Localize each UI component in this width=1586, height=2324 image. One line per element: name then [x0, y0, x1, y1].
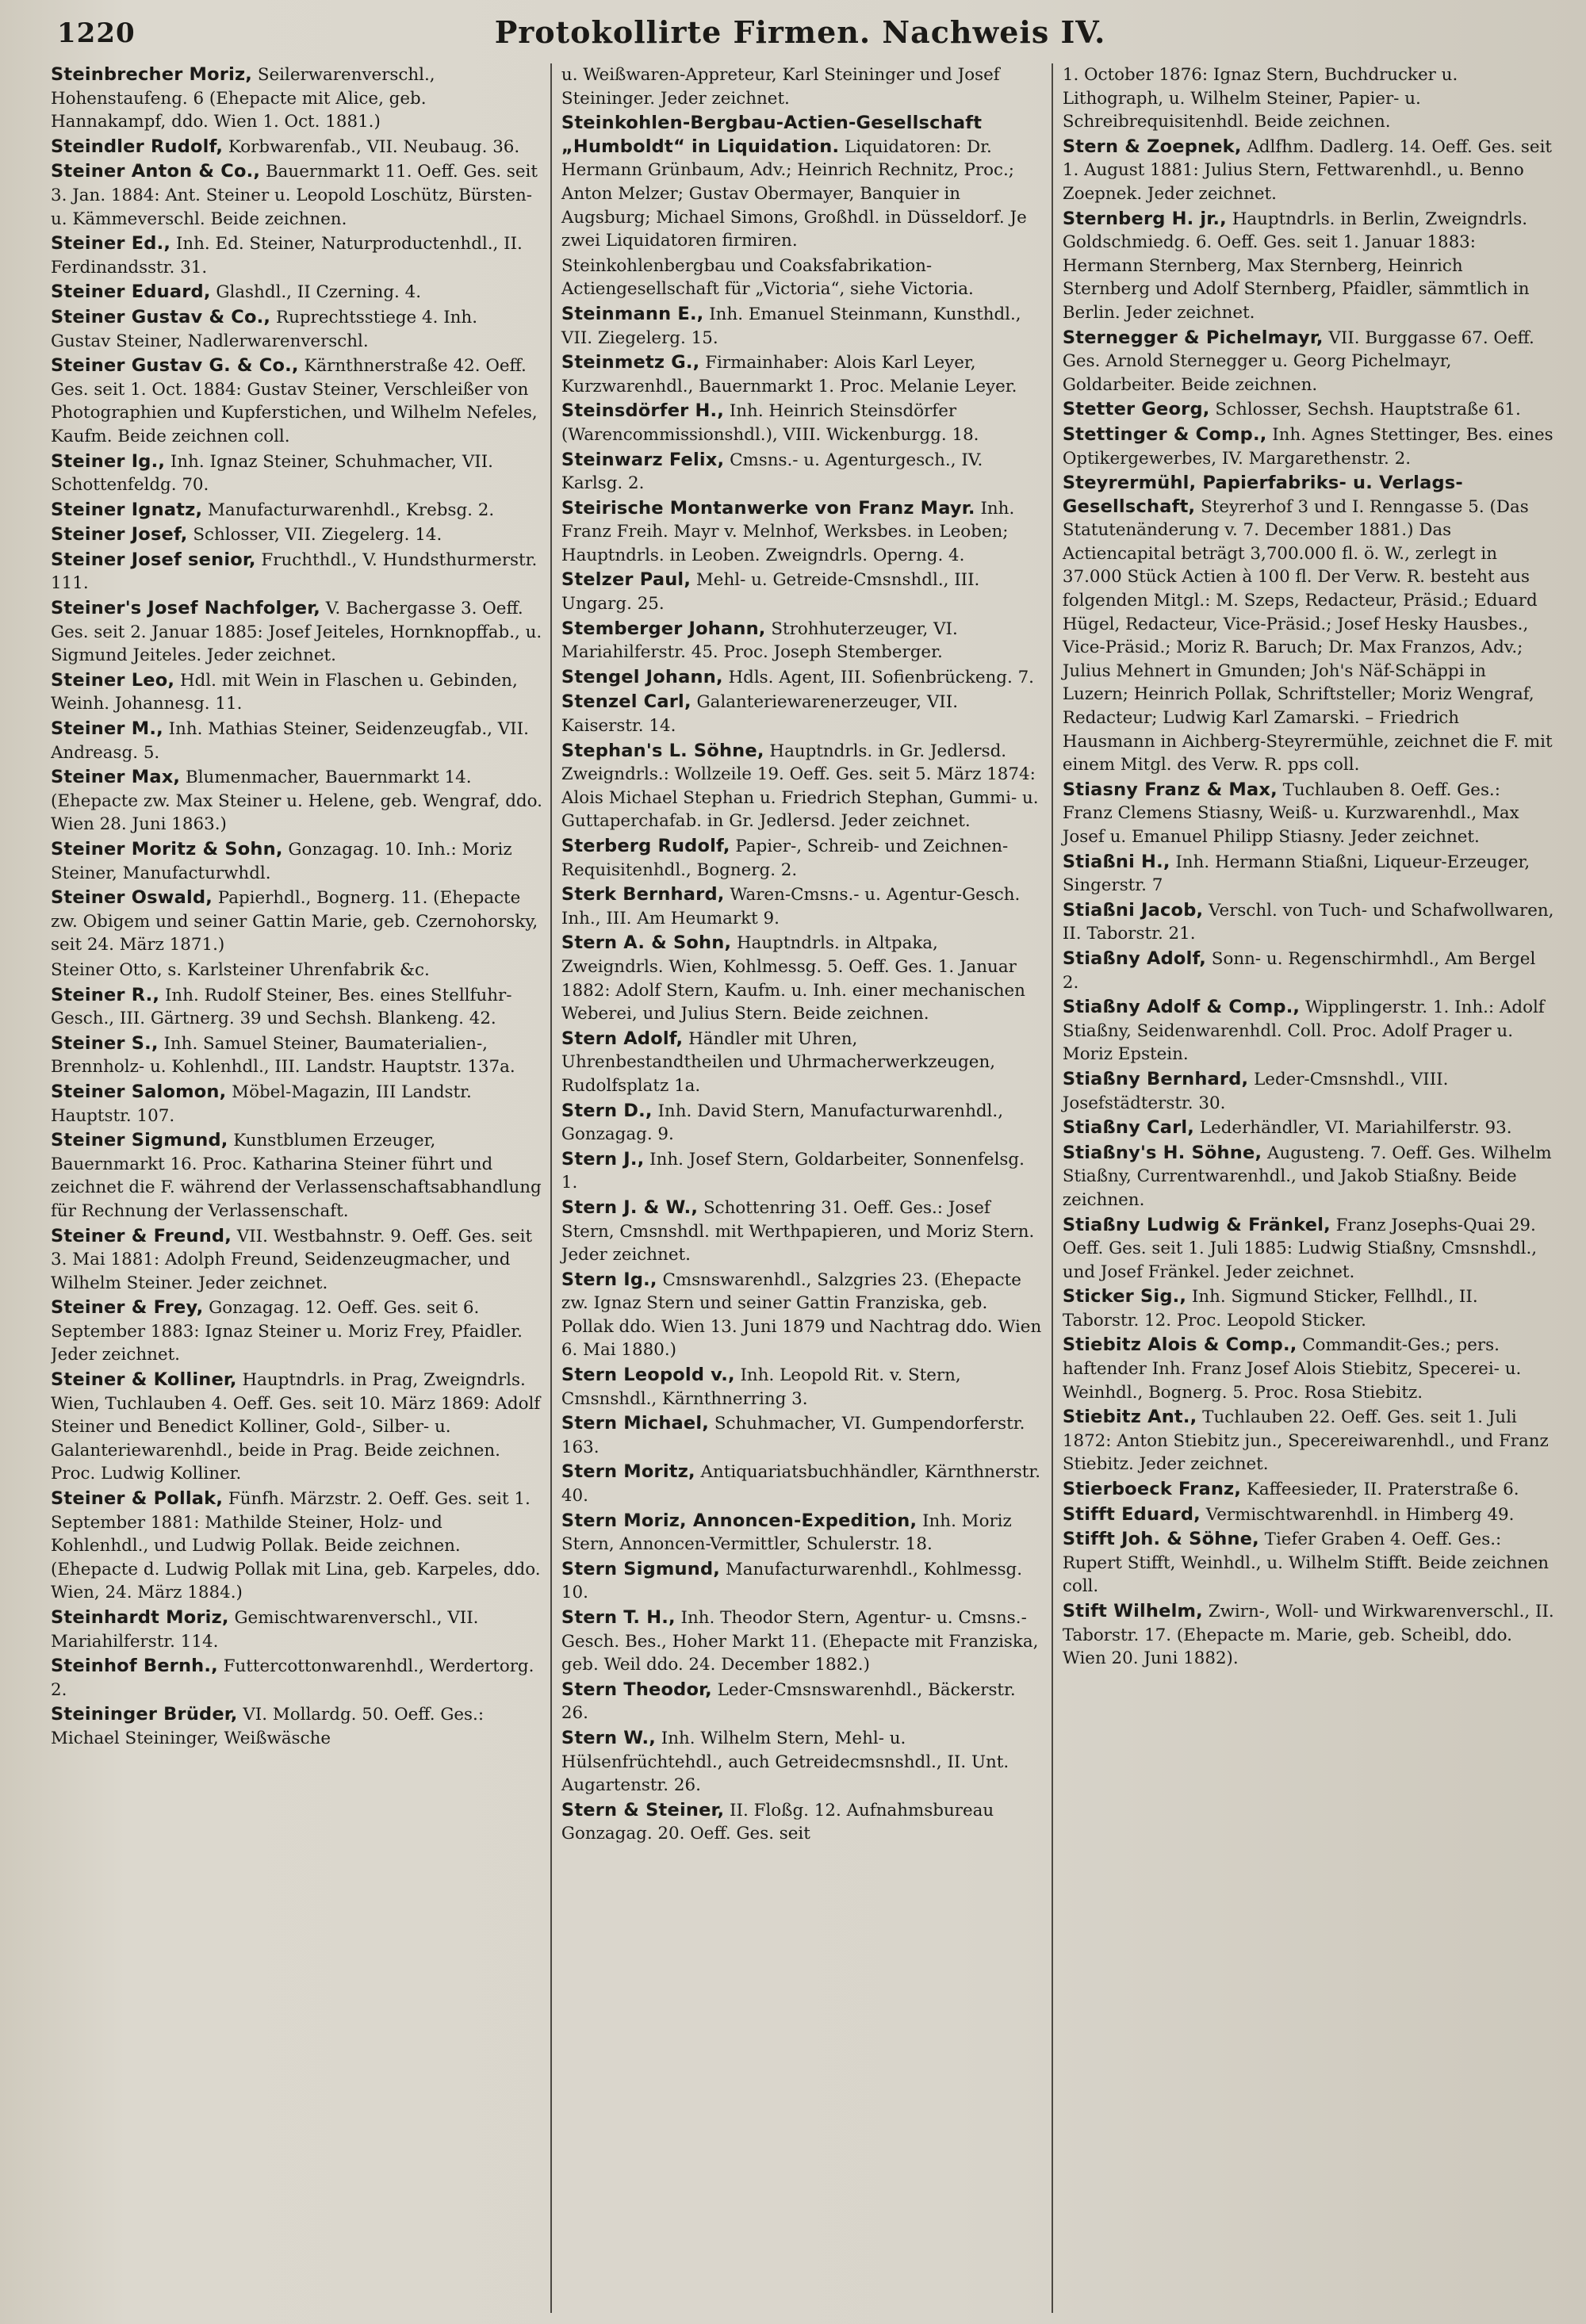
firm-details: Seilerwarenverschl., Hohenstaufeng. 6 (Ehepacte mit Alice, geb. Hannakampf, ddo. Wien 1. Oct. 1881.) [51, 65, 435, 132]
firm-details: VI. Mollardg. 50. Oeff. Ges.: Michael Steininger, Weißwäsche [51, 1705, 485, 1748]
firm-details: Manufacturwarenhdl., Krebsg. 2. [202, 500, 495, 520]
firm-details: Firmainhaber: Alois Karl Leyer, Kurzwarenhdl., Bauernmarkt 1. Proc. Melanie Leyer. [561, 353, 1017, 396]
firm-name: Steiner Sigmund, [51, 1130, 228, 1151]
firm-entry [561, 691, 1044, 737]
firm-details: Leder-Cmsnswarenhdl., Bäckerstr. 26. [561, 1679, 1016, 1724]
firm-details: Adlfhm. Dadlerg. 14. Oeff. Ges. seit 1. August 1881: Julius Stern, Fettwarenhdl., u. Benno Zoepnek. Jeder zeichnet. [1062, 136, 1553, 204]
firm-name: Stierboeck Franz, [1062, 1479, 1242, 1500]
firm-name: Stiaßny's H. Söhne, [1062, 1142, 1262, 1163]
firm-entry [51, 886, 542, 957]
firm-details: Hdl. mit Wein in Flaschen u. Gebinden, Weinh. Johannesg. 11. [51, 670, 518, 714]
firm-entry [51, 450, 542, 497]
firm-entry [561, 400, 1044, 446]
firm-details: Gonzagag. 12. Oeff. Ges. seit 6. September 1883: Ignaz Steiner u. Moriz Frey, Pfaidler. Jeder zeichnet. [51, 1298, 523, 1365]
firm-details: Tuchlauben 8. Oeff. Ges.: Franz Clemens Stiasny, Weiß- u. Kurzwarenhdl., Max Josef u. Emanuel Philipp Stiasny. Jeder zeichnet. [1062, 779, 1519, 847]
firm-name: Stern T. H., [561, 1607, 676, 1628]
firm-details: Schlosser, Sechsh. Hauptstraße 61. [1209, 400, 1521, 420]
firm-details: Steiner Otto, s. Karlsteiner Uhrenfabrik &c. [51, 959, 430, 980]
firm-name: Sternberg H. jr., [1062, 208, 1227, 229]
firm-name: Sterberg Rudolf, [561, 836, 730, 856]
firm-entry [1063, 996, 1554, 1066]
firm-details: Hauptndrls. in Berlin, Zweigndrls. Goldschmiedg. 6. Oeff. Ges. seit 1. Januar 1883: Hermann Sternberg, Max Sternberg, Heinrich Sternberg und Adolf Sternberg, Pfaidler, sämmtlich in Berlin. Jeder zeichnet. [1062, 209, 1530, 323]
page-title: Protokollirte Firmen. Nachweis IV. [494, 14, 1106, 50]
firm-name: Stern Sigmund, [561, 1558, 721, 1579]
firm-name: Stiasny Franz & Max, [1062, 779, 1278, 800]
firm-details: Inh. Wilhelm Stern, Mehl- u. Hülsenfrüchtehdl., auch Getreidecmsnshdl., II. Unt. Augartenstr. 26. [561, 1728, 1009, 1796]
firm-name: Steiner & Frey, [51, 1297, 204, 1319]
firm-entry [561, 1196, 1044, 1267]
firm-name: Steinhardt Moriz, [51, 1607, 229, 1628]
firm-entry [561, 63, 1044, 110]
firm-name: Stern Theodor, [561, 1679, 712, 1700]
firm-entry [1063, 398, 1554, 422]
firm-entry [561, 1727, 1044, 1798]
firm-details: Inh. Heinrich Steinsdörfer (Warencommissionshdl.), VIII. Wickenburgg. 18. [561, 401, 979, 445]
firm-details: Zwirn-, Woll- und Wirkwarenverschl., II. Taborstr. 17. (Ehepacte m. Marie, geb. Scheibl, ddo. Wien 20. Juni 1882). [1062, 1602, 1554, 1669]
firm-details: Inh. Moriz Stern, Annoncen-Vermittler, Schulerstr. 18. [561, 1510, 1012, 1555]
firm-entry [561, 1028, 1044, 1098]
firm-details: Hdls. Agent, III. Sofienbrückeng. 7. [722, 667, 1034, 687]
firm-entry [1063, 1600, 1554, 1671]
firm-details: Kunstblumen Erzeuger, Bauernmarkt 16. Proc. Katharina Steiner führt und zeichnet die F. während der Verlassenschaftsabhandlung für Rechnung der Verlassenschaft. [51, 1131, 542, 1221]
firm-details: Lederhändler, VI. Mariahilferstr. 93. [1194, 1118, 1512, 1139]
firm-name: Steiner Ed., [51, 233, 171, 255]
firm-entry [561, 1606, 1044, 1677]
firm-name: Stern & Steiner, [561, 1799, 725, 1821]
firm-details: Augusteng. 7. Oeff. Ges. Wilhelm Stiaßny, Currentwarenhdl., und Jakob Stiaßny. Beide zeichnen. [1062, 1143, 1552, 1210]
firm-entry [561, 1412, 1044, 1459]
firm-entry [561, 740, 1044, 833]
firm-name: Stiaßny Bernhard, [1062, 1068, 1249, 1089]
firm-entry [561, 255, 1044, 301]
firm-name: Steiner Salomon, [51, 1081, 227, 1102]
column-3 [1053, 63, 1554, 2313]
firm-name: Stern J. & W., [561, 1196, 699, 1218]
firm-details: Glashdl., II Czerning. 4. [210, 282, 422, 303]
firm-name: Steyrermühl, Papierfabriks- u. Verlags-Gesellschaft, [1062, 473, 1463, 517]
firm-details: Inh. Josef Stern, Goldarbeiter, Sonnenfelsg. 1. [561, 1149, 1025, 1193]
firm-name: Stifft Joh. & Söhne, [1062, 1529, 1259, 1550]
firm-name: Steiner S., [51, 1032, 159, 1054]
firm-entry [51, 1606, 542, 1653]
firm-name: Stern Leopold v., [561, 1365, 735, 1386]
firm-details: Bauernmarkt 11. Oeff. Ges. seit 3. Jan. 1884: Ant. Steiner u. Leopold Loschütz, Bürsten- u. Kämmeverschl. Beide zeichnen. [51, 162, 538, 229]
firm-details: II. Floßg. 12. Aufnahmsbureau Gonzagag. 20. Oeff. Ges. seit [561, 1800, 994, 1844]
firm-details: Steyrerhof 3 und I. Renngasse 5. (Das Statutenänderung v. 7. December 1881.) Das Actiencapital beträgt 3,700.000 fl. ö. W., zerlegt in 37.000 Stück Actien à 100 fl. Der Verw. R. besteht aus folgenden Mitgl.: M. Szeps, Redacteur, Präsid.; Eduard Hügel, Redacteur, Vice-Präsid.; Josef Hesky Hausbes., Vice-Präsid.; Moriz R. Baruch; Dr. Max Franzos, Adv.; Julius Mehnert in Gmunden; Joh's Näf-Schäppi in Luzern; Heinrich Pollak, Schriftsteller; Moriz Wengraf, Redacteur; Ludwig Karl Zamarski. – Friedrich Hausmann in Aichberg-Steyrermühle, zeichnet die F. mit einem Mitgl. des Verw. R. pps coll. [1062, 496, 1553, 775]
firm-details: Galanteriewarenerzeuger, VII. Kaiserstr. 14. [561, 692, 958, 737]
firm-entry [51, 306, 542, 353]
column-1 [51, 63, 552, 2313]
firm-details: Hauptndrls. in Gr. Jedlersd. Zweigndrls.: Wollzeile 19. Oeff. Ges. seit 5. März 1874: Alois Michael Stephan u. Friedrich Stephan, Gummi- u. Guttaperchafab. in Gr. Jedlersd. Jeder zeichnet. [561, 741, 1039, 832]
firm-entry [1063, 472, 1554, 777]
firm-entry [1063, 1116, 1554, 1140]
firm-details: Cmsnswarenhdl., Salzgries 23. (Ehepacte zw. Ignaz Stern und seiner Gattin Franziska, geb. Pollak ddo. Wien 13. Juni 1879 und Nachtrag ddo. Wien 6. Mai 1880.) [561, 1269, 1042, 1361]
firm-entry [1063, 327, 1554, 397]
firm-details: Blumenmacher, Bauernmarkt 14. (Ehepacte zw. Max Steiner u. Helene, geb. Wengraf, ddo. Wien 28. Juni 1863.) [51, 768, 542, 835]
firm-name: Stern Moriz, Annoncen-Expedition, [561, 1510, 918, 1531]
firm-name: Steiner Gustav & Co., [51, 306, 271, 327]
firm-details: Inh. Ignaz Steiner, Schuhmacher, VII. Schottenfeldg. 70. [51, 451, 493, 496]
firm-name: Stern D., [561, 1100, 653, 1121]
firm-name: Steiner Anton & Co., [51, 161, 261, 182]
firm-name: Stiebitz Ant., [1062, 1407, 1197, 1428]
firm-name: Steinhof Bernh., [51, 1656, 218, 1677]
firm-entry [51, 160, 542, 231]
firm-name: Steiner Oswald, [51, 887, 213, 909]
firm-details: Strohhuterzeuger, VI. Mariahilferstr. 45. Proc. Joseph Stemberger. [561, 618, 958, 663]
firm-name: Sticker Sig., [1062, 1286, 1187, 1307]
firm-details: Wipplingerstr. 1. Inh.: Adolf Stiaßny, Seidenwarenhdl. Coll. Proc. Adolf Prager u. Moriz Epstein. [1062, 997, 1545, 1065]
firm-details: Hauptndrls. in Prag, Zweigndrls. Wien, Tuchlauben 4. Oeff. Ges. seit 10. März 1869: Adolf Steiner und Benedict Kolliner, Gold-, Silber- u. Galanteriewarenhdl., beide in Prag. Beide zeichnen. Proc. Ludwig Kolliner. [51, 1370, 541, 1484]
firm-details: Inh. Agnes Stettinger, Bes. eines Optikergewerbes, IV. Margarethenstr. 2. [1062, 424, 1553, 469]
firm-name: Stern Moritz, [561, 1461, 695, 1483]
firm-entry [1063, 1406, 1554, 1476]
firm-entry [51, 669, 542, 716]
firm-name: Stiaßny Ludwig & Fränkel, [1062, 1214, 1331, 1235]
firm-details: Gonzagag. 10. Inh.: Moriz Steiner, Manufacturwhdl. [51, 840, 512, 883]
firm-details: Antiquariatsbuchhändler, Kärnthnerstr. 40. [561, 1462, 1041, 1507]
firm-entry [1063, 423, 1554, 470]
firm-entry [561, 449, 1044, 496]
firm-details: Inh. Franz Freih. Mayr v. Melnhof, Werksbes. in Leoben; Hauptndrls. in Leoben. Zweigndrls. Operng. 4. [561, 498, 1015, 565]
firm-name: Steiner & Freund, [51, 1225, 232, 1246]
firm-entry [561, 303, 1044, 350]
firm-details: Korbwarenfab., VII. Neubaug. 36. [223, 136, 520, 157]
firm-name: Steiner Moritz & Sohn, [51, 839, 283, 860]
firm-details: Tuchlauben 22. Oeff. Ges. seit 1. Juli 1872: Anton Stiebitz jun., Specereiwarenhdl., und Franz Stiebitz. Jeder zeichnet. [1062, 1407, 1549, 1475]
firm-details: Commandit-Ges.; pers. haftender Inh. Franz Josef Alois Stiebitz, Specerei- u. Weinhdl., Bognerg. 5. Proc. Rosa Stiebitz. [1062, 1335, 1522, 1403]
firm-entry [561, 569, 1044, 615]
firm-entry [561, 932, 1044, 1025]
firm-details: Schuhmacher, VI. Gumpendorferstr. 163. [561, 1414, 1025, 1457]
firm-details: Fruchthdl., V. Hundsthurmerstr. 111. [51, 549, 538, 594]
firm-details: VII. Westbahnstr. 9. Oeff. Ges. seit 3. Mai 1881: Adolph Freund, Seidenzeugmacher, und Wilhelm Steiner. Jeder zeichnet. [51, 1226, 533, 1293]
firm-details: 1. October 1876: Ignaz Stern, Buchdrucker u. Lithograph, u. Wilhelm Steiner, Papier- u. Schreibrequisitenhdl. Beide zeichnen. [1062, 65, 1458, 132]
firm-details: Inh. Leopold Rit. v. Stern, Cmsnshdl., Kärnthnerring 3. [561, 1365, 961, 1409]
firm-details: Mehl- u. Getreide-Cmsnshdl., III. Ungarg. 25. [561, 570, 980, 615]
firm-name: Sternegger & Pichelmayr, [1062, 327, 1324, 348]
firm-entry [51, 1703, 542, 1750]
firm-entry [561, 351, 1044, 398]
firm-name: Steiner & Pollak, [51, 1488, 224, 1510]
firm-details: Papier-, Schreib- und Zeichnen-Requisitenhdl., Bognerg. 2. [561, 837, 1009, 880]
firm-entry [561, 1100, 1044, 1147]
firm-name: Stift Wilhelm, [1062, 1601, 1203, 1621]
firm-entry [1063, 1528, 1554, 1598]
firm-entry [51, 1129, 542, 1223]
firm-details: Futtercottonwarenhdl., Werdertorg. 2. [51, 1656, 534, 1700]
firm-name: Steiner Leo, [51, 669, 175, 691]
firm-name: Stiaßni H., [1062, 851, 1170, 872]
firm-details: Inh. Theodor Stern, Agentur- u. Cmsns.-Gesch. Bes., Hoher Markt 11. (Ehepacte mit Franziska, geb. Weil ddo. 24. December 1882.) [561, 1608, 1039, 1675]
firm-details: Hauptndrls. in Altpaka, Zweigndrls. Wien, Kohlmessg. 5. Oeff. Ges. 1. Januar 1882: Adolf Stern, Kaufm. u. Inh. einer mechanischen Weberei, und Julius Stern. Beide zeichnen. [561, 933, 1025, 1024]
firm-entry [561, 835, 1044, 882]
firm-entry [1063, 208, 1554, 325]
firm-entry [51, 354, 542, 448]
firm-name: Steindler Rudolf, [51, 136, 224, 157]
firm-details: Leder-Cmsnshdl., VIII. Josefstädterstr. 30. [1062, 1069, 1449, 1113]
firm-name: Stiaßni Jacob, [1062, 899, 1204, 921]
firm-name: Steiner Gustav G. & Co., [51, 355, 299, 377]
firm-name: Stern Adolf, [561, 1028, 684, 1049]
firm-details: Schlosser, VII. Ziegelerg. 14. [187, 525, 442, 546]
firm-name: Steinmetz G., [561, 352, 700, 373]
page-number: 1220 [57, 17, 136, 49]
firm-entry [1063, 1214, 1554, 1285]
column-2 [552, 63, 1053, 2313]
firm-entry [561, 112, 1044, 253]
firm-entry [561, 1461, 1044, 1507]
firm-entry [51, 959, 542, 982]
firm-name: Steirische Montanwerke von Franz Mayr. [561, 497, 975, 519]
firm-name: Stern Ig., [561, 1269, 657, 1290]
firm-name: Stephan's L. Söhne, [561, 740, 764, 761]
firm-name: Stelzer Paul, [561, 569, 691, 591]
firm-entry [51, 232, 542, 279]
firm-entry [1063, 136, 1554, 206]
firm-details: Vermischtwarenhdl. in Himberg 49. [1200, 1504, 1515, 1525]
firm-name: Steiner Max, [51, 767, 181, 788]
firm-details: VII. Burggasse 67. Oeff. Ges. Arnold Sternegger u. Georg Pichelmayr, Goldarbeiter. Beide zeichnen. [1062, 327, 1534, 395]
firm-entry [51, 549, 542, 595]
firm-details: Ruprechtsstiege 4. Inh. Gustav Steiner, Nadlerwarenverschl. [51, 307, 478, 351]
firm-name: Stetter Georg, [1062, 399, 1210, 420]
firm-entry [51, 1369, 542, 1486]
firm-entry [561, 1510, 1044, 1556]
firm-name: Stemberger Johann, [561, 618, 766, 639]
firm-entry [561, 1558, 1044, 1605]
firm-details: Papierhdl., Bognerg. 11. (Ehepacte zw. Obigem und seiner Gattin Marie, geb. Czernohorsky, seit 24. März 1871.) [51, 888, 538, 955]
firm-details: Sonn- u. Regenschirmhdl., Am Bergel 2. [1062, 948, 1536, 993]
firm-entry [561, 1799, 1044, 1846]
firm-details: Steinkohlenbergbau und Coaksfabrikation-Actiengesellschaft für „Victoria“, siehe Victoria. [561, 255, 974, 300]
firm-details: Inh. Emanuel Steinmann, Kunsthdl., VII. Ziegelerg. 15. [561, 304, 1021, 348]
firm-entry [51, 718, 542, 764]
firm-entry [1063, 1142, 1554, 1212]
firm-details: Verschl. von Tuch- und Schafwollwaren, II. Taborstr. 21. [1062, 900, 1554, 944]
firm-entry [51, 984, 542, 1031]
firm-entry [1063, 1334, 1554, 1404]
firm-entry [51, 1296, 542, 1367]
firm-entry [51, 766, 542, 837]
firm-entry [561, 497, 1044, 568]
firm-details: u. Weißwaren-Appreteur, Karl Steininger und Josef Steininger. Jeder zeichnet. [561, 65, 1000, 109]
firm-details: Inh. Hermann Stiaßni, Liqueur-Erzeuger, Singerstr. 7 [1062, 852, 1530, 896]
firm-name: Steiner Ig., [51, 450, 166, 472]
firm-details: Inh. Rudolf Steiner, Bes. eines Stellfuhr-Gesch., III. Gärtnerg. 39 und Sechsh. Blankeng. 42. [51, 985, 512, 1029]
firm-name: Steiner M., [51, 718, 163, 740]
firm-name: Steiner's Josef Nachfolger, [51, 598, 320, 619]
firm-name: Steiner & Kolliner, [51, 1369, 237, 1391]
firm-entry [51, 1225, 542, 1296]
firm-entry [1063, 948, 1554, 994]
firm-details: Liquidatoren: Dr. Hermann Grünbaum, Adv.; Heinrich Rechnitz, Proc.; Anton Melzer; Gustav Obermayer, Banquier in Augsburg; Michael Simons, Großhdl. in Düsseldorf. Je zwei Liquidatoren firmiren. [561, 136, 1027, 251]
firm-entry [1063, 63, 1554, 134]
firm-entry [51, 281, 542, 304]
firm-entry [1063, 1478, 1554, 1502]
firm-details: Inh. Mathias Steiner, Seidenzeugfab., VII. Andreasg. 5. [51, 719, 529, 763]
firm-name: Steiner R., [51, 984, 160, 1005]
firm-details: Inh. Samuel Steiner, Baumaterialien-, Brennholz- u. Kohlenhdl., III. Landstr. Hauptstr. 137a. [51, 1033, 515, 1078]
firm-details: Waren-Cmsns.- u. Agentur-Gesch. Inh., III. Am Heumarkt 9. [561, 885, 1021, 928]
firm-name: Stiaßny Adolf, [1062, 948, 1206, 969]
firm-details: Cmsns.- u. Agenturgesch., IV. Karlsg. 2. [561, 450, 983, 494]
firm-entry [51, 838, 542, 885]
firm-details: Franz Josephs-Quai 29. Oeff. Ges. seit 1. Juli 1885: Ludwig Stiaßny, Cmsnshdl., und Josef Fränkel. Jeder zeichnet. [1062, 1215, 1538, 1282]
firm-entry [561, 1364, 1044, 1411]
firm-details: Inh. Sigmund Sticker, Fellhdl., II. Taborstr. 12. Proc. Leopold Sticker. [1062, 1287, 1478, 1330]
firm-details: Kaffeesieder, II. Praterstraße 6. [1241, 1480, 1519, 1500]
firm-entry [1063, 1285, 1554, 1332]
firm-name: Stern A. & Sohn, [561, 932, 732, 954]
firm-name: Steiner Ignatz, [51, 499, 203, 520]
firm-name: Steinmann E., [561, 303, 704, 324]
firm-details: Möbel-Magazin, III Landstr. Hauptstr. 107. [51, 1082, 472, 1126]
firm-entry [1063, 899, 1554, 946]
firm-entry [51, 597, 542, 668]
firm-entry [51, 63, 542, 134]
firm-details: Tiefer Graben 4. Oeff. Ges.: Rupert Stifft, Weinhdl., u. Wilhelm Stifft. Beide zeichnen coll. [1062, 1530, 1550, 1597]
firm-entry [51, 1032, 542, 1079]
firm-name: Stiaßny Carl, [1062, 1117, 1195, 1139]
firm-name: Steininger Brüder, [51, 1704, 238, 1725]
firm-name: Stern J., [561, 1148, 645, 1170]
firm-name: Steinsdörfer H., [561, 400, 725, 422]
firm-details: Inh. Ed. Steiner, Naturproductenhdl., II. Ferdinandsstr. 31. [51, 234, 523, 278]
firm-entry [51, 1487, 542, 1605]
firm-name: Steiner Eduard, [51, 281, 211, 303]
firm-entry [1063, 1503, 1554, 1527]
firm-entry [561, 1679, 1044, 1725]
firm-details: Manufacturwarenhdl., Kohlmessg. 10. [561, 1559, 1023, 1603]
entry-columns [51, 63, 1554, 2313]
firm-name: Steinwarz Felix, [561, 449, 725, 470]
firm-name: Steinkohlen-Bergbau-Actien-Gesellschaft „Humboldt“ in Liquidation. [561, 113, 983, 157]
firm-entry [1063, 779, 1554, 849]
firm-entry [51, 136, 542, 159]
firm-name: Stenzel Carl, [561, 691, 691, 713]
firm-name: Stifft Eduard, [1062, 1503, 1201, 1525]
firm-name: Sterk Bernhard, [561, 884, 725, 905]
firm-details: V. Bachergasse 3. Oeff. Ges. seit 2. Januar 1885: Josef Jeiteles, Hornknopffab., u. Sigmund Jeiteles. Jeder zeichnet. [51, 599, 542, 666]
firm-details: Inh. David Stern, Manufacturwarenhdl., Gonzagag. 9. [561, 1101, 1003, 1145]
firm-name: Stettinger & Comp., [1062, 423, 1267, 445]
firm-details: Fünfh. Märzstr. 2. Oeff. Ges. seit 1. September 1881: Mathilde Steiner, Holz- und Kohlenhdl., und Ludwig Pollak. Beide zeichnen. (Ehepacte d. Ludwig Pollak mit Lina, geb. Karpeles, ddo. Wien, 24. März 1884.) [51, 1489, 541, 1603]
firm-name: Stengel Johann, [561, 666, 723, 687]
firm-entry [561, 666, 1044, 690]
firm-details: Gemischtwarenverschl., VII. Mariahilferstr. 114. [51, 1608, 479, 1652]
firm-name: Stiaßny Adolf & Comp., [1062, 997, 1301, 1018]
firm-details: Kärnthnerstraße 42. Oeff. Ges. seit 1. Oct. 1884: Gustav Steiner, Verschleißer von Photographien und Kupferstichen, und Wilhelm Nefeles, Kaufm. Beide zeichnen coll. [51, 356, 538, 446]
firm-name: Steiner Josef senior, [51, 549, 256, 570]
firm-entry [1063, 1068, 1554, 1115]
firm-entry [51, 1655, 542, 1702]
firm-name: Steiner Josef, [51, 524, 188, 546]
firm-details: Schottenring 31. Oeff. Ges.: Josef Stern, Cmsnshdl. mit Werthpapieren, und Moriz Stern. Jeder zeichnet. [561, 1197, 1035, 1265]
firm-entry [51, 523, 542, 547]
firm-entry [561, 883, 1044, 930]
running-head [43, 0, 1557, 57]
firm-entry [1063, 851, 1554, 898]
firm-details: Händler mit Uhren, Uhrenbestandtheilen und Uhrmacherwerkzeugen, Rudolfsplatz 1a. [561, 1028, 996, 1096]
firm-entry [51, 499, 542, 523]
firm-entry [561, 1148, 1044, 1195]
firm-name: Stiebitz Alois & Comp., [1062, 1334, 1297, 1356]
firm-name: Stern W., [561, 1727, 656, 1748]
firm-entry [561, 1269, 1044, 1362]
firm-name: Stern Michael, [561, 1413, 710, 1434]
firm-name: Stern & Zoepnek, [1062, 136, 1242, 157]
firm-entry [51, 1081, 542, 1128]
firm-entry [561, 618, 1044, 664]
firm-name: Steinbrecher Moriz, [51, 64, 253, 85]
